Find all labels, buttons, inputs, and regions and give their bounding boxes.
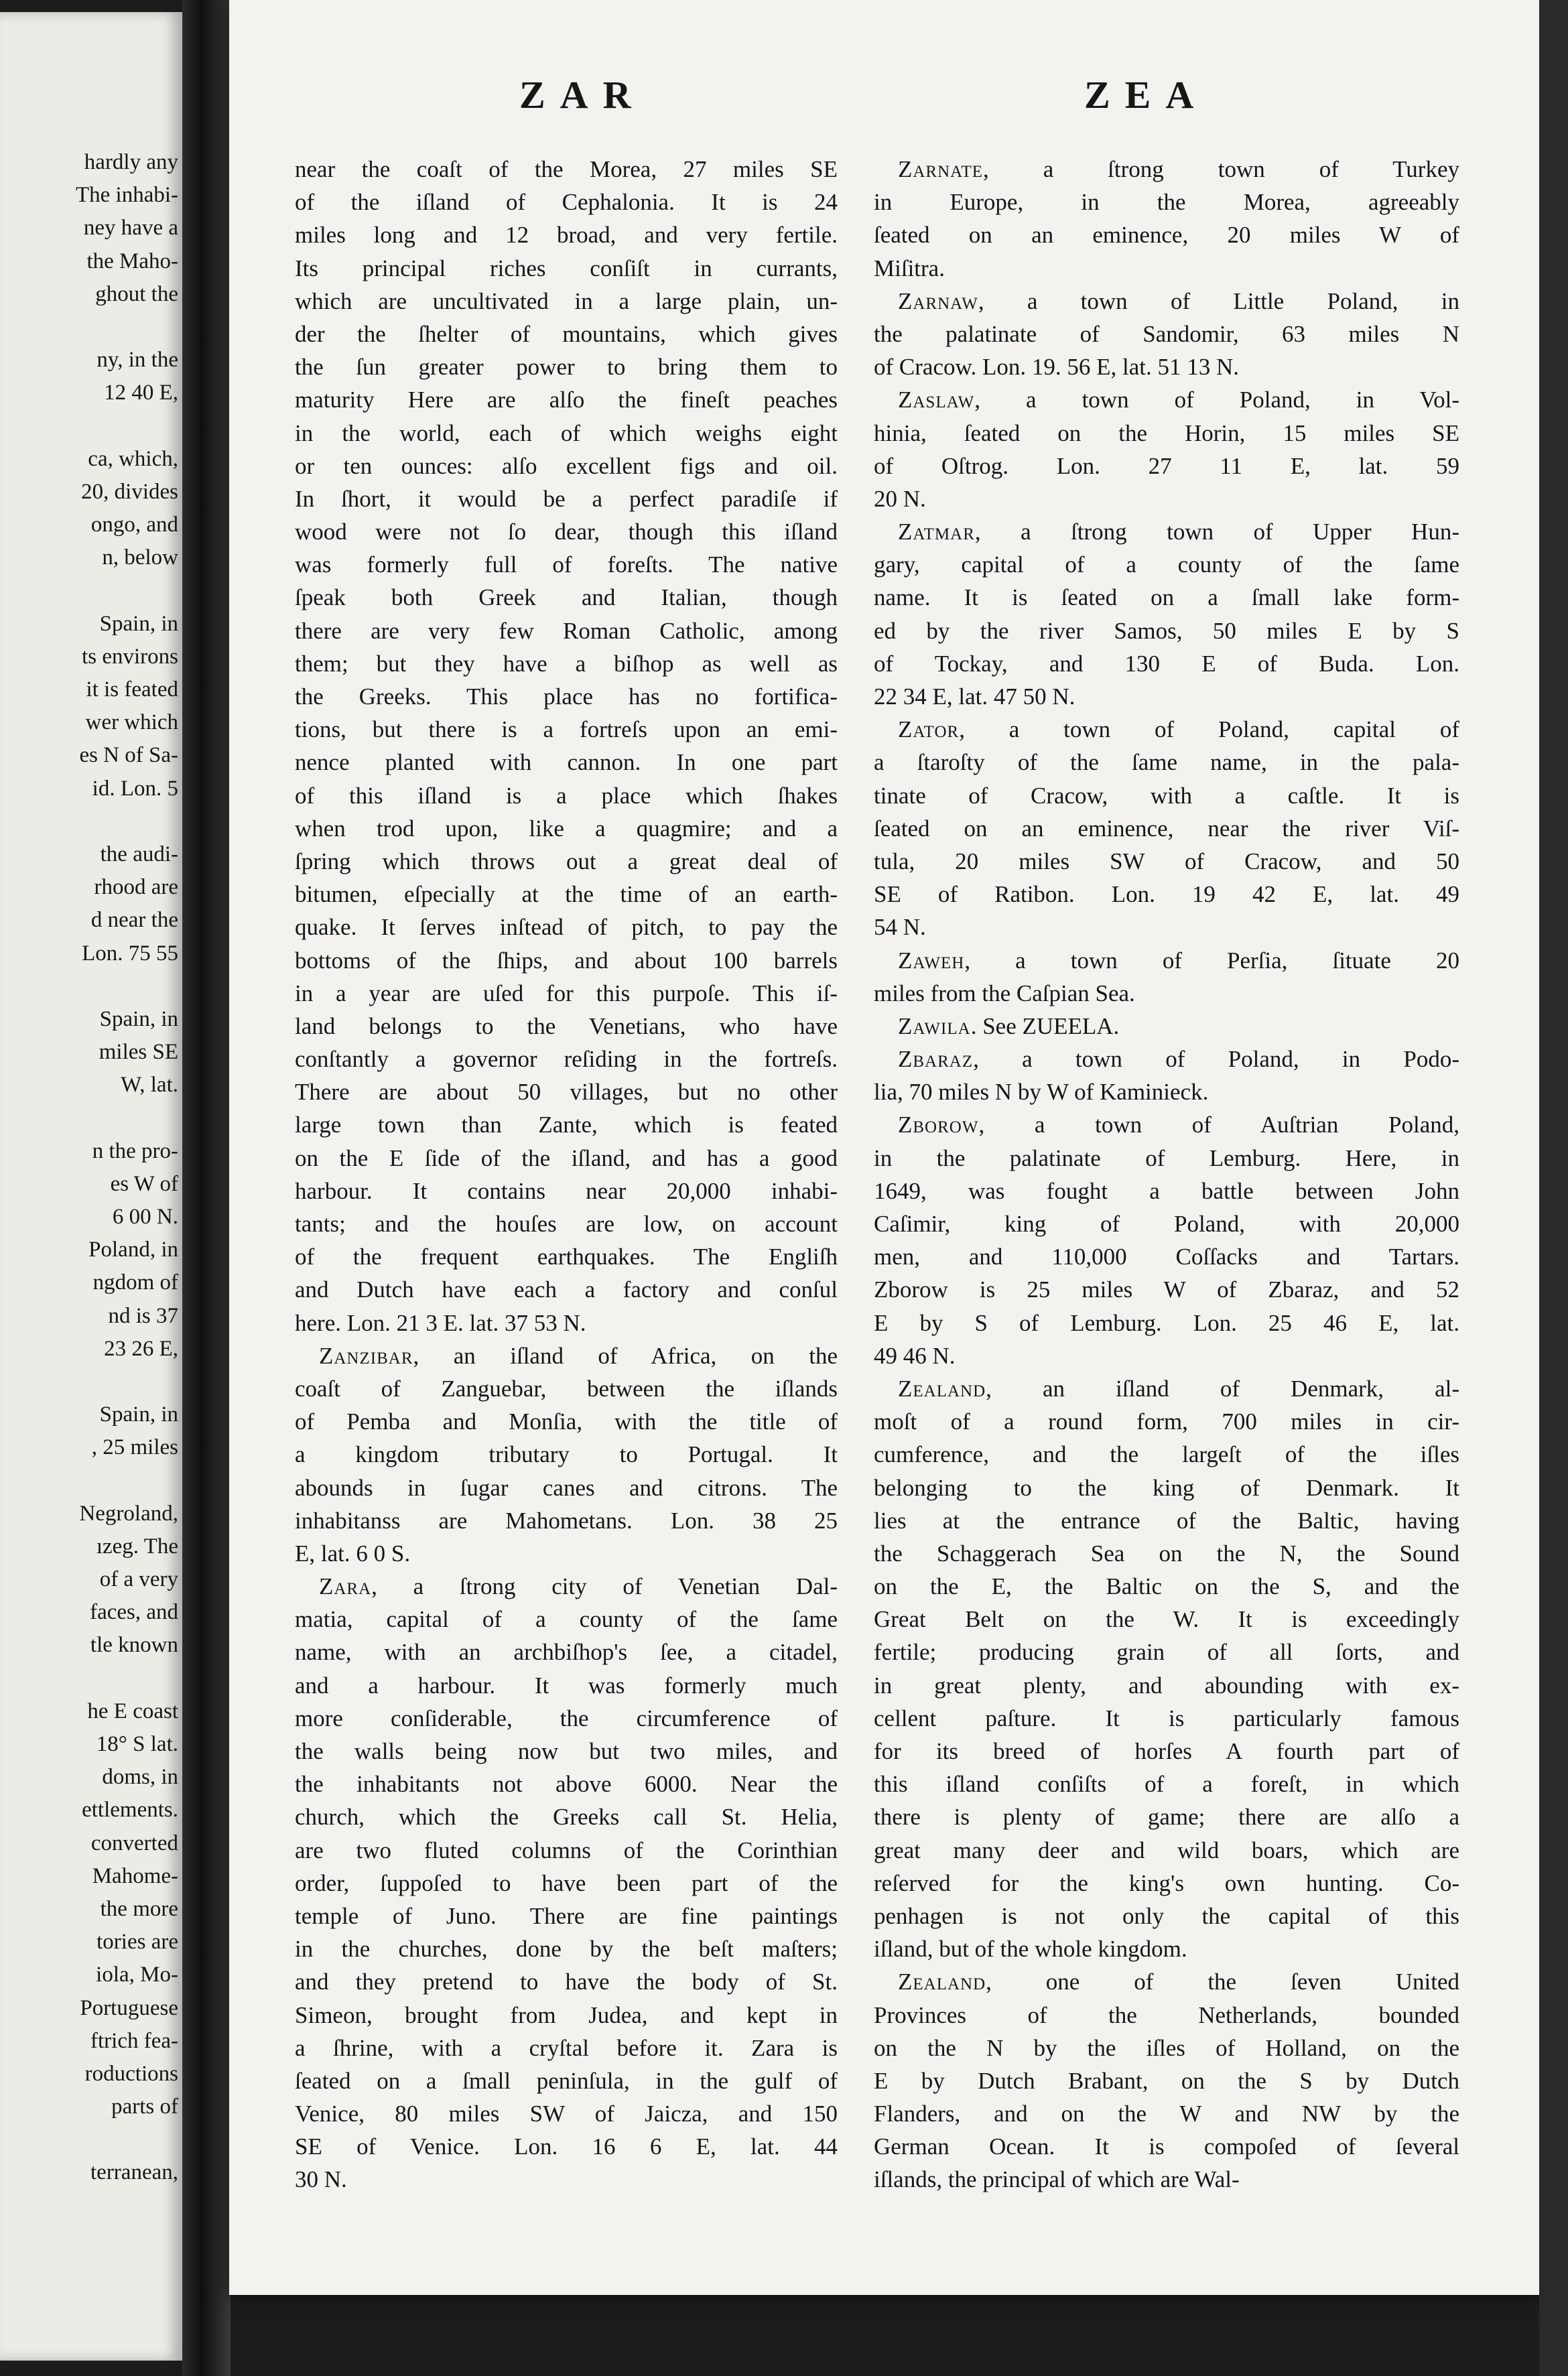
text-line: maturity Here are alſo the fineſt peaches xyxy=(295,387,838,413)
previous-page-line xyxy=(0,1465,178,1498)
entry-first-line: Zaweh, a town of Perſia, ſituate 20 xyxy=(898,947,1459,974)
entry-headword: Zborow xyxy=(898,1112,979,1138)
previous-page-line: iola, Mo- xyxy=(96,1963,178,1987)
previous-page-line: es W of xyxy=(110,1171,178,1196)
previous-page-line: Lon. 75 55 xyxy=(82,941,178,966)
previous-page-line xyxy=(0,1366,178,1398)
text-line: hinia, ſeated on the Horin, 15 miles SE xyxy=(874,419,1459,446)
text-line: Zborow is 25 miles W of Zbaraz, and 52 xyxy=(874,1276,1459,1303)
previous-page-line: The inhabi- xyxy=(75,183,178,208)
text-line: miles long and 12 broad, and very fertile. xyxy=(295,222,838,249)
text-line: near the coaſt of the Morea, 27 miles SE xyxy=(295,156,838,182)
previous-page-line: 18° S lat. xyxy=(96,1732,178,1756)
text-line: ſpring which throws out a great deal of xyxy=(295,848,838,874)
text-line: gary, capital of a county of the ſame xyxy=(874,551,1459,578)
text-line: of Pemba and Monſia, with the title of xyxy=(295,1408,838,1435)
text-line: a kingdom tributary to Portugal. It xyxy=(295,1441,838,1468)
previous-page-line: es N of Sa- xyxy=(79,743,178,768)
text-line: moſt of a round form, 700 miles in cir- xyxy=(874,1408,1459,1435)
previous-page-line: hardly any xyxy=(84,150,178,174)
text-line: There are about 50 villages, but no other xyxy=(295,1079,838,1106)
text-line: Miſitra. xyxy=(874,255,945,281)
text-line: SE of Venice. Lon. 16 6 E, lat. 44 xyxy=(295,2133,838,2160)
text-line: Provinces of the Netherlands, bounded xyxy=(874,2001,1459,2028)
text-line: here. Lon. 21 3 E. lat. 37 53 N. xyxy=(295,1309,586,1336)
previous-page-line xyxy=(0,410,178,443)
page-edge xyxy=(1539,0,1568,2376)
previous-page-line: the audi- xyxy=(100,842,178,866)
text-line: E, lat. 6 0 S. xyxy=(295,1540,411,1567)
text-line: ſeated on a ſmall peninſula, in the gulf of xyxy=(295,2067,838,2094)
previous-page-line: n the pro- xyxy=(92,1138,178,1163)
text-line: in great plenty, and abounding with ex- xyxy=(874,1672,1459,1699)
previous-page-line xyxy=(0,805,178,838)
text-line: E by S of Lemburg. Lon. 25 46 E, lat. xyxy=(874,1309,1459,1336)
text-line: iſland, but of the whole kingdom. xyxy=(874,1936,1187,1963)
text-line: the Schaggerach Sea on the N, the Sound xyxy=(874,1540,1459,1567)
text-line: 20 N. xyxy=(874,485,926,512)
previous-page-line: d near the xyxy=(90,908,178,933)
text-line: SE of Ratibon. Lon. 19 42 E, lat. 49 xyxy=(874,881,1459,908)
text-line: tions, but there is a fortreſs upon an emi- xyxy=(295,716,838,743)
text-line: are two fluted columns of the Corinthian xyxy=(295,1837,838,1863)
previous-page-line: id. Lon. 5 xyxy=(92,776,178,801)
text-line: tinate of Cracow, with a caſtle. It is xyxy=(874,782,1459,809)
previous-page-line: 23 26 E, xyxy=(104,1336,178,1361)
text-line: which are uncultivated in a large plain, un- xyxy=(295,287,838,314)
previous-page-line: Mahome- xyxy=(92,1863,178,1888)
previous-page-text xyxy=(0,146,178,2190)
previous-page-line: 6 00 N. xyxy=(112,1205,178,1229)
previous-page-line: 20, divides xyxy=(81,479,178,504)
previous-page-line: the more xyxy=(100,1896,178,1921)
previous-page-line: of a very xyxy=(99,1567,178,1592)
entry-headword: Zealand xyxy=(898,1969,986,1995)
entry-first-line: Zanzibar, an iſland of Africa, on the xyxy=(319,1342,838,1369)
previous-page-strip xyxy=(0,12,182,2361)
previous-page-line: ney have a xyxy=(83,216,178,241)
previous-page-line: it is feated xyxy=(86,677,178,702)
text-line: the walls being now but two miles, and xyxy=(295,1738,838,1764)
text-line: 1649, was fought a battle between John xyxy=(874,1177,1459,1204)
entry-first-line: Zara, a ſtrong city of Venetian Dal- xyxy=(319,1573,838,1600)
text-line: was formerly full of foreſts. The native xyxy=(295,551,838,578)
text-line: iſlands, the principal of which are Wal- xyxy=(874,2166,1240,2193)
previous-page-line: terranean, xyxy=(90,2160,178,2185)
entry-first-line: Zborow, a town of Auſtrian Poland, xyxy=(898,1112,1459,1138)
previous-page-line: Portuguese xyxy=(80,1995,178,2020)
text-line: Flanders, and on the W and NW by the xyxy=(874,2101,1459,2127)
previous-page-line: the Maho- xyxy=(86,249,178,273)
text-line: E by Dutch Brabant, on the S by Dutch xyxy=(874,2067,1459,2094)
previous-page-line: he E coast xyxy=(87,1699,178,1723)
text-line: in a year are uſed for this purpoſe. This iſ- xyxy=(295,980,838,1006)
entry-first-line: Zarnate, a ſtrong town of Turkey xyxy=(898,156,1459,182)
previous-page-line xyxy=(0,2123,178,2156)
entry-headword: Zbaraz xyxy=(898,1046,974,1073)
text-line: coaſt of Zanguebar, between the iſlands xyxy=(295,1375,838,1402)
previous-page-line: nd is 37 xyxy=(108,1303,178,1328)
text-line: in the palatinate of Lemburg. Here, in xyxy=(874,1144,1459,1171)
previous-page-line xyxy=(0,970,178,1003)
text-line: and they pretend to have the body of St. xyxy=(295,1969,838,1995)
entry-first-line: Zatmar, a ſtrong town of Upper Hun- xyxy=(898,519,1459,545)
text-line: tula, 20 miles SW of Cracow, and 50 xyxy=(874,848,1459,874)
text-line: der the ſhelter of mountains, which gives xyxy=(295,320,838,347)
entry-first-line: Zator, a town of Poland, capital of xyxy=(898,716,1459,743)
text-line: large town than Zante, which is feated xyxy=(295,1112,838,1138)
entry-headword: Zator xyxy=(898,716,960,743)
text-line: in the churches, done by the beſt maſters; xyxy=(295,1936,838,1963)
previous-page-line: 12 40 E, xyxy=(104,381,178,405)
previous-page-line: Spain, in xyxy=(99,1006,178,1031)
previous-page-line: ftrich fea- xyxy=(90,2028,178,2053)
text-line: belonging to the king of Denmark. It xyxy=(874,1474,1459,1501)
text-line: cumference, and the largeſt of the iſles xyxy=(874,1441,1459,1468)
text-line: In ſhort, it would be a perfect paradiſe if xyxy=(295,485,838,512)
entry-first-line: Zealand, an iſland of Denmark, al- xyxy=(898,1375,1459,1402)
previous-page-line: ny, in the xyxy=(96,348,178,373)
entry-headword: Zealand xyxy=(898,1375,986,1402)
entry-headword: Zaslaw xyxy=(898,387,975,413)
text-line: when trod upon, like a quagmire; and a xyxy=(295,815,838,842)
previous-page-line xyxy=(0,311,178,344)
text-line: Venice, 80 miles SW of Jaicza, and 150 xyxy=(295,2101,838,2127)
entry-headword: Zaweh xyxy=(898,947,965,974)
right-column xyxy=(874,153,1459,2196)
previous-page-line: converted xyxy=(90,1831,178,1855)
previous-page-line: miles SE xyxy=(99,1040,178,1065)
text-line: temple of Juno. There are fine paintings xyxy=(295,1902,838,1929)
text-line: order, ſuppoſed to have been part of the xyxy=(295,1869,838,1896)
text-line: lies at the entrance of the Baltic, having xyxy=(874,1507,1459,1534)
text-line: for its breed of horſes A fourth part of xyxy=(874,1738,1459,1764)
text-line: 30 N. xyxy=(295,2166,347,2193)
entry-first-line: Zaslaw, a town of Poland, in Vol- xyxy=(898,387,1459,413)
previous-page-line: tories are xyxy=(96,1930,178,1955)
text-line: penhagen is not only the capital of this xyxy=(874,1902,1459,1929)
text-line: in the world, each of which weighs eight xyxy=(295,419,838,446)
text-line: Great Belt on the W. It is exceedingly xyxy=(874,1606,1459,1633)
entry-first-line: Zawila. See ZUEELA. xyxy=(898,1012,1120,1039)
previous-page-line xyxy=(0,574,178,607)
previous-page-line: wer which xyxy=(85,710,178,735)
previous-page-line: ettlements. xyxy=(82,1798,178,1823)
text-line: German Ocean. It is compoſed of ſeveral xyxy=(874,2133,1459,2160)
entry-headword: Zanzibar xyxy=(319,1342,413,1369)
text-line: there is plenty of game; there are alſo a xyxy=(874,1804,1459,1831)
text-line: cellent paſture. It is particularly famous xyxy=(874,1705,1459,1731)
text-line: a ſhrine, with a cryſtal before it. Zara is xyxy=(295,2034,838,2061)
dictionary-page xyxy=(229,0,1539,2295)
text-line: wood were not ſo dear, though this iſland xyxy=(295,519,838,545)
previous-page-line: rhood are xyxy=(94,875,178,900)
text-line: a ſtaroſty of the ſame name, in the pala- xyxy=(874,749,1459,776)
text-line: of the frequent earthquakes. The Engliſh xyxy=(295,1244,838,1270)
text-line: abounds in ſugar canes and citrons. The xyxy=(295,1474,838,1501)
previous-page-line: ongo, and xyxy=(90,513,178,537)
previous-page-line: W, lat. xyxy=(121,1073,178,1098)
text-line: Its principal riches conſiſt in currants, xyxy=(295,255,838,281)
text-line: the Greeks. This place has no fortifica- xyxy=(295,683,838,710)
text-line: or ten ounces: alſo excellent figs and oil. xyxy=(295,452,838,479)
text-line: and a harbour. It was formerly much xyxy=(295,1672,838,1699)
previous-page-line: ts environs xyxy=(82,644,178,669)
text-line: harbour. It contains near 20,000 inhabi- xyxy=(295,1177,838,1204)
text-line: in Europe, in the Morea, agreeably xyxy=(874,189,1459,216)
previous-page-line: ngdom of xyxy=(92,1270,178,1295)
text-line: of Cracow. Lon. 19. 56 E, lat. 51 13 N. xyxy=(874,354,1239,381)
previous-page-line: tle known xyxy=(90,1633,178,1658)
left-column xyxy=(295,153,838,2196)
text-line: the inhabitants not above 6000. Near the xyxy=(295,1771,838,1798)
previous-page-line: doms, in xyxy=(102,1765,178,1790)
text-line: matia, capital of a county of the ſame xyxy=(295,1606,838,1633)
text-line: land belongs to the Venetians, who have xyxy=(295,1012,838,1039)
previous-page-line: faces, and xyxy=(90,1600,178,1625)
previous-page-line: ca, which, xyxy=(88,446,178,471)
book-gutter xyxy=(182,0,231,2376)
text-line: the ſun greater power to bring them to xyxy=(295,354,838,381)
text-line: reſerved for the king's own hunting. Co- xyxy=(874,1869,1459,1896)
entry-first-line: Zarnaw, a town of Little Poland, in xyxy=(898,287,1459,314)
text-line: ſpeak both Greek and Italian, though xyxy=(295,584,838,611)
previous-page-line: roductions xyxy=(84,2061,178,2086)
text-line: more conſiderable, the circumference of xyxy=(295,1705,838,1731)
text-line: of Oſtrog. Lon. 27 11 E, lat. 59 xyxy=(874,452,1459,479)
previous-page-line: parts of xyxy=(111,2095,178,2119)
text-line: church, which the Greeks call St. Helia, xyxy=(295,1804,838,1831)
previous-page-line: ızeg. The xyxy=(96,1534,178,1559)
text-line: the palatinate of Sandomir, 63 miles N xyxy=(874,320,1459,347)
text-line: nence planted with cannon. In one part xyxy=(295,749,838,776)
text-line: lia, 70 miles N by W of Kaminieck. xyxy=(874,1079,1209,1106)
text-line: conſtantly a governor reſiding in the fortreſs. xyxy=(295,1046,838,1073)
text-line: 49 46 N. xyxy=(874,1342,956,1369)
entry-first-line: Zbaraz, a town of Poland, in Podo- xyxy=(898,1046,1459,1073)
text-line: of Tockay, and 130 E of Buda. Lon. xyxy=(874,650,1459,677)
previous-page-line: , 25 miles xyxy=(91,1435,178,1460)
text-line: Simeon, brought from Judea, and kept in xyxy=(295,2001,838,2028)
entry-first-line: Zealand, one of the ſeven United xyxy=(898,1969,1459,1995)
entry-headword: Zarnaw xyxy=(898,287,978,314)
text-line: of the iſland of Cephalonia. It is 24 xyxy=(295,189,838,216)
text-line: name, with an archbiſhop's ſee, a citadel, xyxy=(295,1639,838,1666)
running-head-right: ZEA xyxy=(1084,73,1209,117)
running-head-left: ZAR xyxy=(519,73,646,117)
text-line: there are very few Roman Catholic, among xyxy=(295,617,838,644)
text-line: inhabitanss are Mahometans. Lon. 38 25 xyxy=(295,1507,838,1534)
text-line: fertile; producing grain of all ſorts, and xyxy=(874,1639,1459,1666)
previous-page-line: Negroland, xyxy=(79,1501,178,1526)
entry-headword: Zara xyxy=(319,1573,372,1600)
previous-page-line: Spain, in xyxy=(99,611,178,636)
text-line: name. It is ſeated on a ſmall lake form- xyxy=(874,584,1459,611)
text-line: miles from the Caſpian Sea. xyxy=(874,980,1135,1006)
entry-headword: Zatmar xyxy=(898,519,975,545)
text-line: bitumen, eſpecially at the time of an earth- xyxy=(295,881,838,908)
text-line: and Dutch have each a factory and conſul xyxy=(295,1276,838,1303)
text-line: ſeated on an eminence, near the river Viſ- xyxy=(874,815,1459,842)
text-line: on the N by the iſles of Holland, on the xyxy=(874,2034,1459,2061)
text-line: tants; and the houſes are low, on account xyxy=(295,1211,838,1237)
text-line: Caſimir, king of Poland, with 20,000 xyxy=(874,1211,1459,1237)
text-line: this iſland conſiſts of a foreſt, in which xyxy=(874,1771,1459,1798)
previous-page-line xyxy=(0,1102,178,1134)
entry-headword: Zawila xyxy=(898,1012,971,1039)
text-line: 54 N. xyxy=(874,914,926,941)
text-line: them; but they have a biſhop as well as xyxy=(295,650,838,677)
previous-page-line xyxy=(0,1662,178,1695)
text-line: great many deer and wild boars, which are xyxy=(874,1837,1459,1863)
text-line: men, and 110,000 Coſſacks and Tartars. xyxy=(874,1244,1459,1270)
entry-headword: Zarnate xyxy=(898,156,983,182)
text-line: 22 34 E, lat. 47 50 N. xyxy=(874,683,1075,710)
text-line: of this iſland is a place which ſhakes xyxy=(295,782,838,809)
text-line: quake. It ſerves inſtead of pitch, to pay the xyxy=(295,914,838,941)
previous-page-line: n, below xyxy=(102,545,178,570)
previous-page-line: ghout the xyxy=(95,281,178,306)
text-line: on the E, the Baltic on the S, and the xyxy=(874,1573,1459,1600)
text-line: on the E ſide of the iſland, and has a good xyxy=(295,1144,838,1171)
text-line: bottoms of the ſhips, and about 100 barrels xyxy=(295,947,838,974)
text-line: ſeated on an eminence, 20 miles W of xyxy=(874,222,1459,249)
previous-page-line: Poland, in xyxy=(88,1238,178,1262)
text-line: ed by the river Samos, 50 miles E by S xyxy=(874,617,1459,644)
previous-page-line: Spain, in xyxy=(99,1402,178,1427)
